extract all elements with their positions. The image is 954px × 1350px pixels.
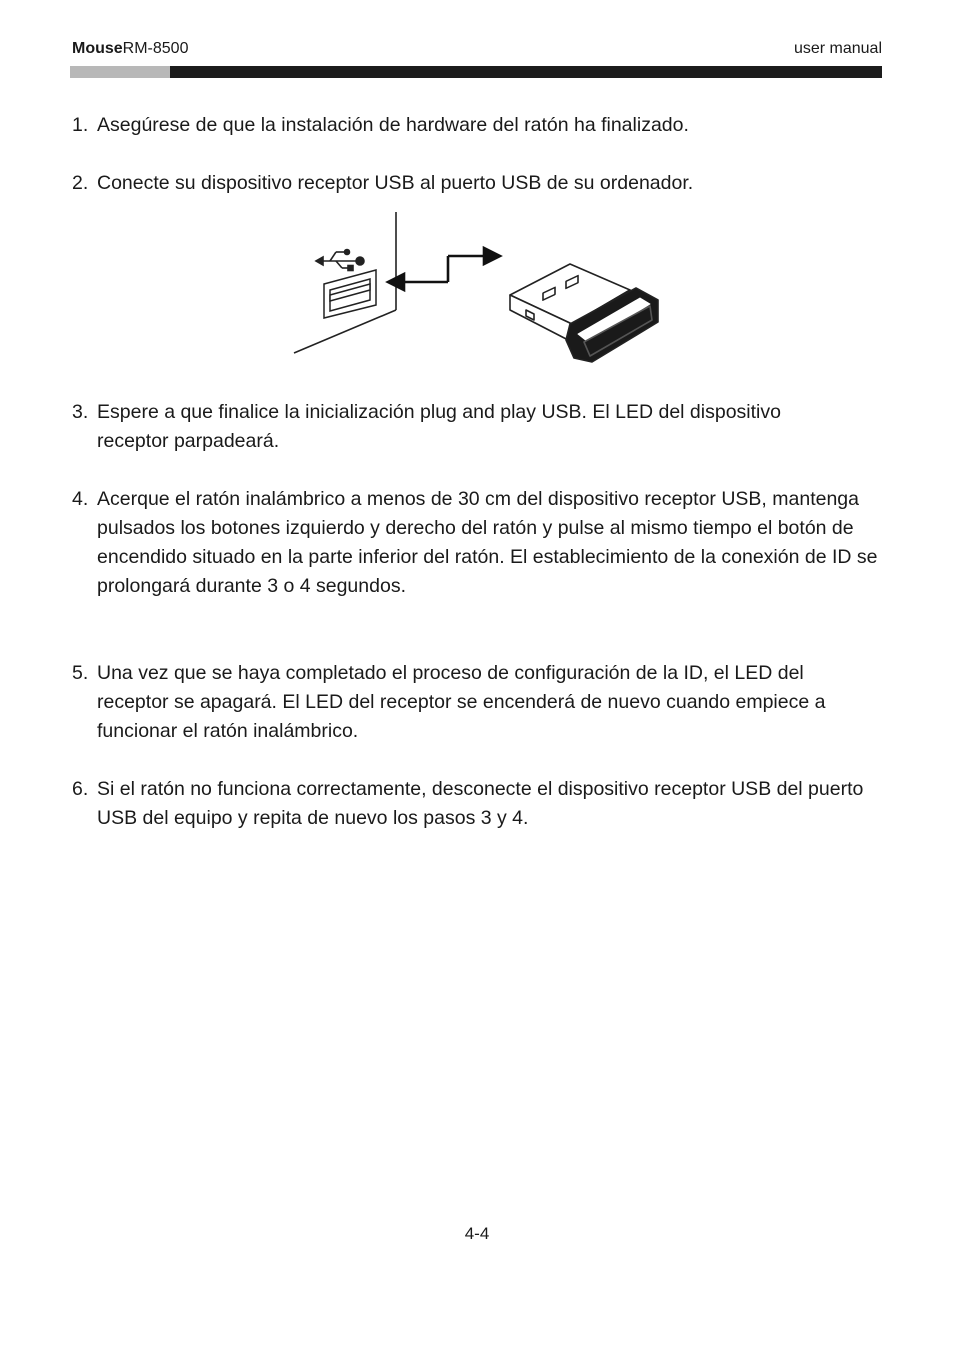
instruction-step (72, 111, 689, 140)
step-text: Acerque el ratón inalámbrico a menos de 30 cm del dispositivo receptor USB, mantenga pulsados los botones izquierdo y derecho del ratón y pulse al mismo tiempo el botón de encendido situado en la parte inferior del ratón. El establecimiento de la conexión de ID se prolongará durante 3 o 4 segundos. (97, 488, 878, 597)
page-header (72, 38, 882, 60)
insert-arrow-icon (388, 248, 500, 290)
step-text: Espere a que finalice la inicialización plug and play USB. El LED del dispositivo receptor parpadeará. (97, 401, 781, 452)
step-number: 3. (72, 401, 89, 423)
instruction-step (72, 659, 867, 746)
step-number: 2. (72, 172, 89, 194)
page-number: 4-4 (464, 1224, 490, 1243)
step-text: Si el ratón no funciona correctamente, desconecte el dispositivo receptor USB del puerto USB del equipo y repita de nuevo los pasos 3 y 4. (97, 778, 864, 829)
step-text: Una vez que se haya completado el proceso de configuración de la ID, el LED del receptor se apagará. El LED del receptor se encenderá de nuevo cuando empiece a funcionar el ratón inalámbrico. (97, 662, 826, 742)
step-number: 4. (72, 488, 89, 510)
step-number: 6. (72, 778, 89, 800)
brand-model: RM-8500 (122, 40, 189, 57)
instruction-step (72, 169, 693, 198)
header-rule (70, 66, 882, 78)
usb-receiver-illustration (290, 210, 670, 380)
step-text: Conecte su dispositivo receptor USB al puerto USB de su ordenador. (97, 172, 694, 194)
usb-symbol-icon (316, 250, 364, 271)
instruction-step (72, 775, 867, 833)
document-type: user manual (793, 40, 882, 57)
step-text: Asegúrese de que la instalación de hardware del ratón ha finalizado. (97, 114, 689, 136)
instruction-step (72, 398, 817, 456)
brand-bold: Mouse (72, 40, 123, 57)
usb-port (324, 270, 376, 318)
instruction-step (72, 485, 897, 601)
usb-receiver-dongle (510, 264, 658, 362)
step-number: 1. (72, 114, 89, 136)
header-rule-accent (70, 66, 170, 78)
step-number: 5. (72, 662, 89, 684)
computer-panel-base (294, 310, 396, 353)
product-name (72, 38, 188, 60)
